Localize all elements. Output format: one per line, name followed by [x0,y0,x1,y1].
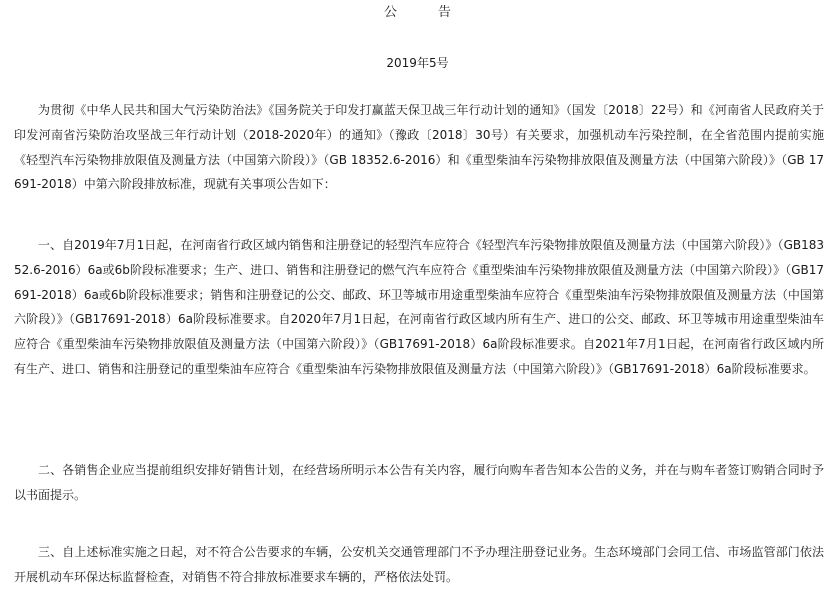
document-number: 2019年5号 [386,56,449,70]
paragraph-intro: 为贯彻《中华人民共和国大气污染防治法》《国务院关于印发打赢蓝天保卫战三年行动计划的通知》（国发〔2018〕22号）和《河南省人民政府关于印发河南省污染防治攻坚战三年行动计划（2018-2020年）的通知》（豫政〔2018〕30号）有关要求，加强机动车污染控制，在全省范围内提前实施《轻型汽车污染物排放限值及测量方法（中国第六阶段）》（GB 18352.6-2016）和《重型柴油车污染物排放限值及测量方法（中国第六阶段）》（GB 17691-2018）中第六阶段排放标准，现就有关事项公告如下： [14,103,824,192]
document-title: 公 告 [383,5,465,20]
paragraph-item-two: 二、各销售企业应当提前组织安排好销售计划，在经营场所明示本公告有关内容，履行向购车者告知本公告的义务，并在与购车者签订购销合同时予以书面提示。 [14,463,824,502]
paragraph-item-three: 三、自上述标准实施之日起，对不符合公告要求的车辆，公安机关交通管理部门不予办理注册登记业务。生态环境部门会同工信、市场监管部门依法开展机动车环保达标监督检查，对销售不符合排放标准要求车辆的，严格依法处罚。 [14,545,824,584]
paragraph-item-one: 一、自2019年7月1日起，在河南省行政区域内销售和注册登记的轻型汽车应符合《轻型汽车污染物排放限值及测量方法（中国第六阶段）》（GB18352.6-2016）6a或6b阶段标准要求；生产、进口、销售和注册登记的燃气汽车应符合《重型柴油车污染物排放限值及测量方法（中国第六阶段）》（GB17691-2018）6a或6b阶段标准要求；销售和注册登记的公交、邮政、环卫等城市用途重型柴油车应符合《重型柴油车污染物排放限值及测量方法（中国第六阶段）》（GB17691-2018）6a阶段标准要求。自2020年7月1日起，在河南省行政区域内所有生产、进口的公交、邮政、环卫等城市用途重型柴油车应符合《重型柴油车污染物排放限值及测量方法（中国第六阶段）》（GB17691-2018）6a阶段标准要求。自2021年7月1日起，在河南省行政区域内所有生产、进口、销售和注册登记的重型柴油车应符合《重型柴油车污染物排放限值及测量方法（中国第六阶段）》（GB17691-2018）6a阶段标准要求。 [14,238,824,376]
